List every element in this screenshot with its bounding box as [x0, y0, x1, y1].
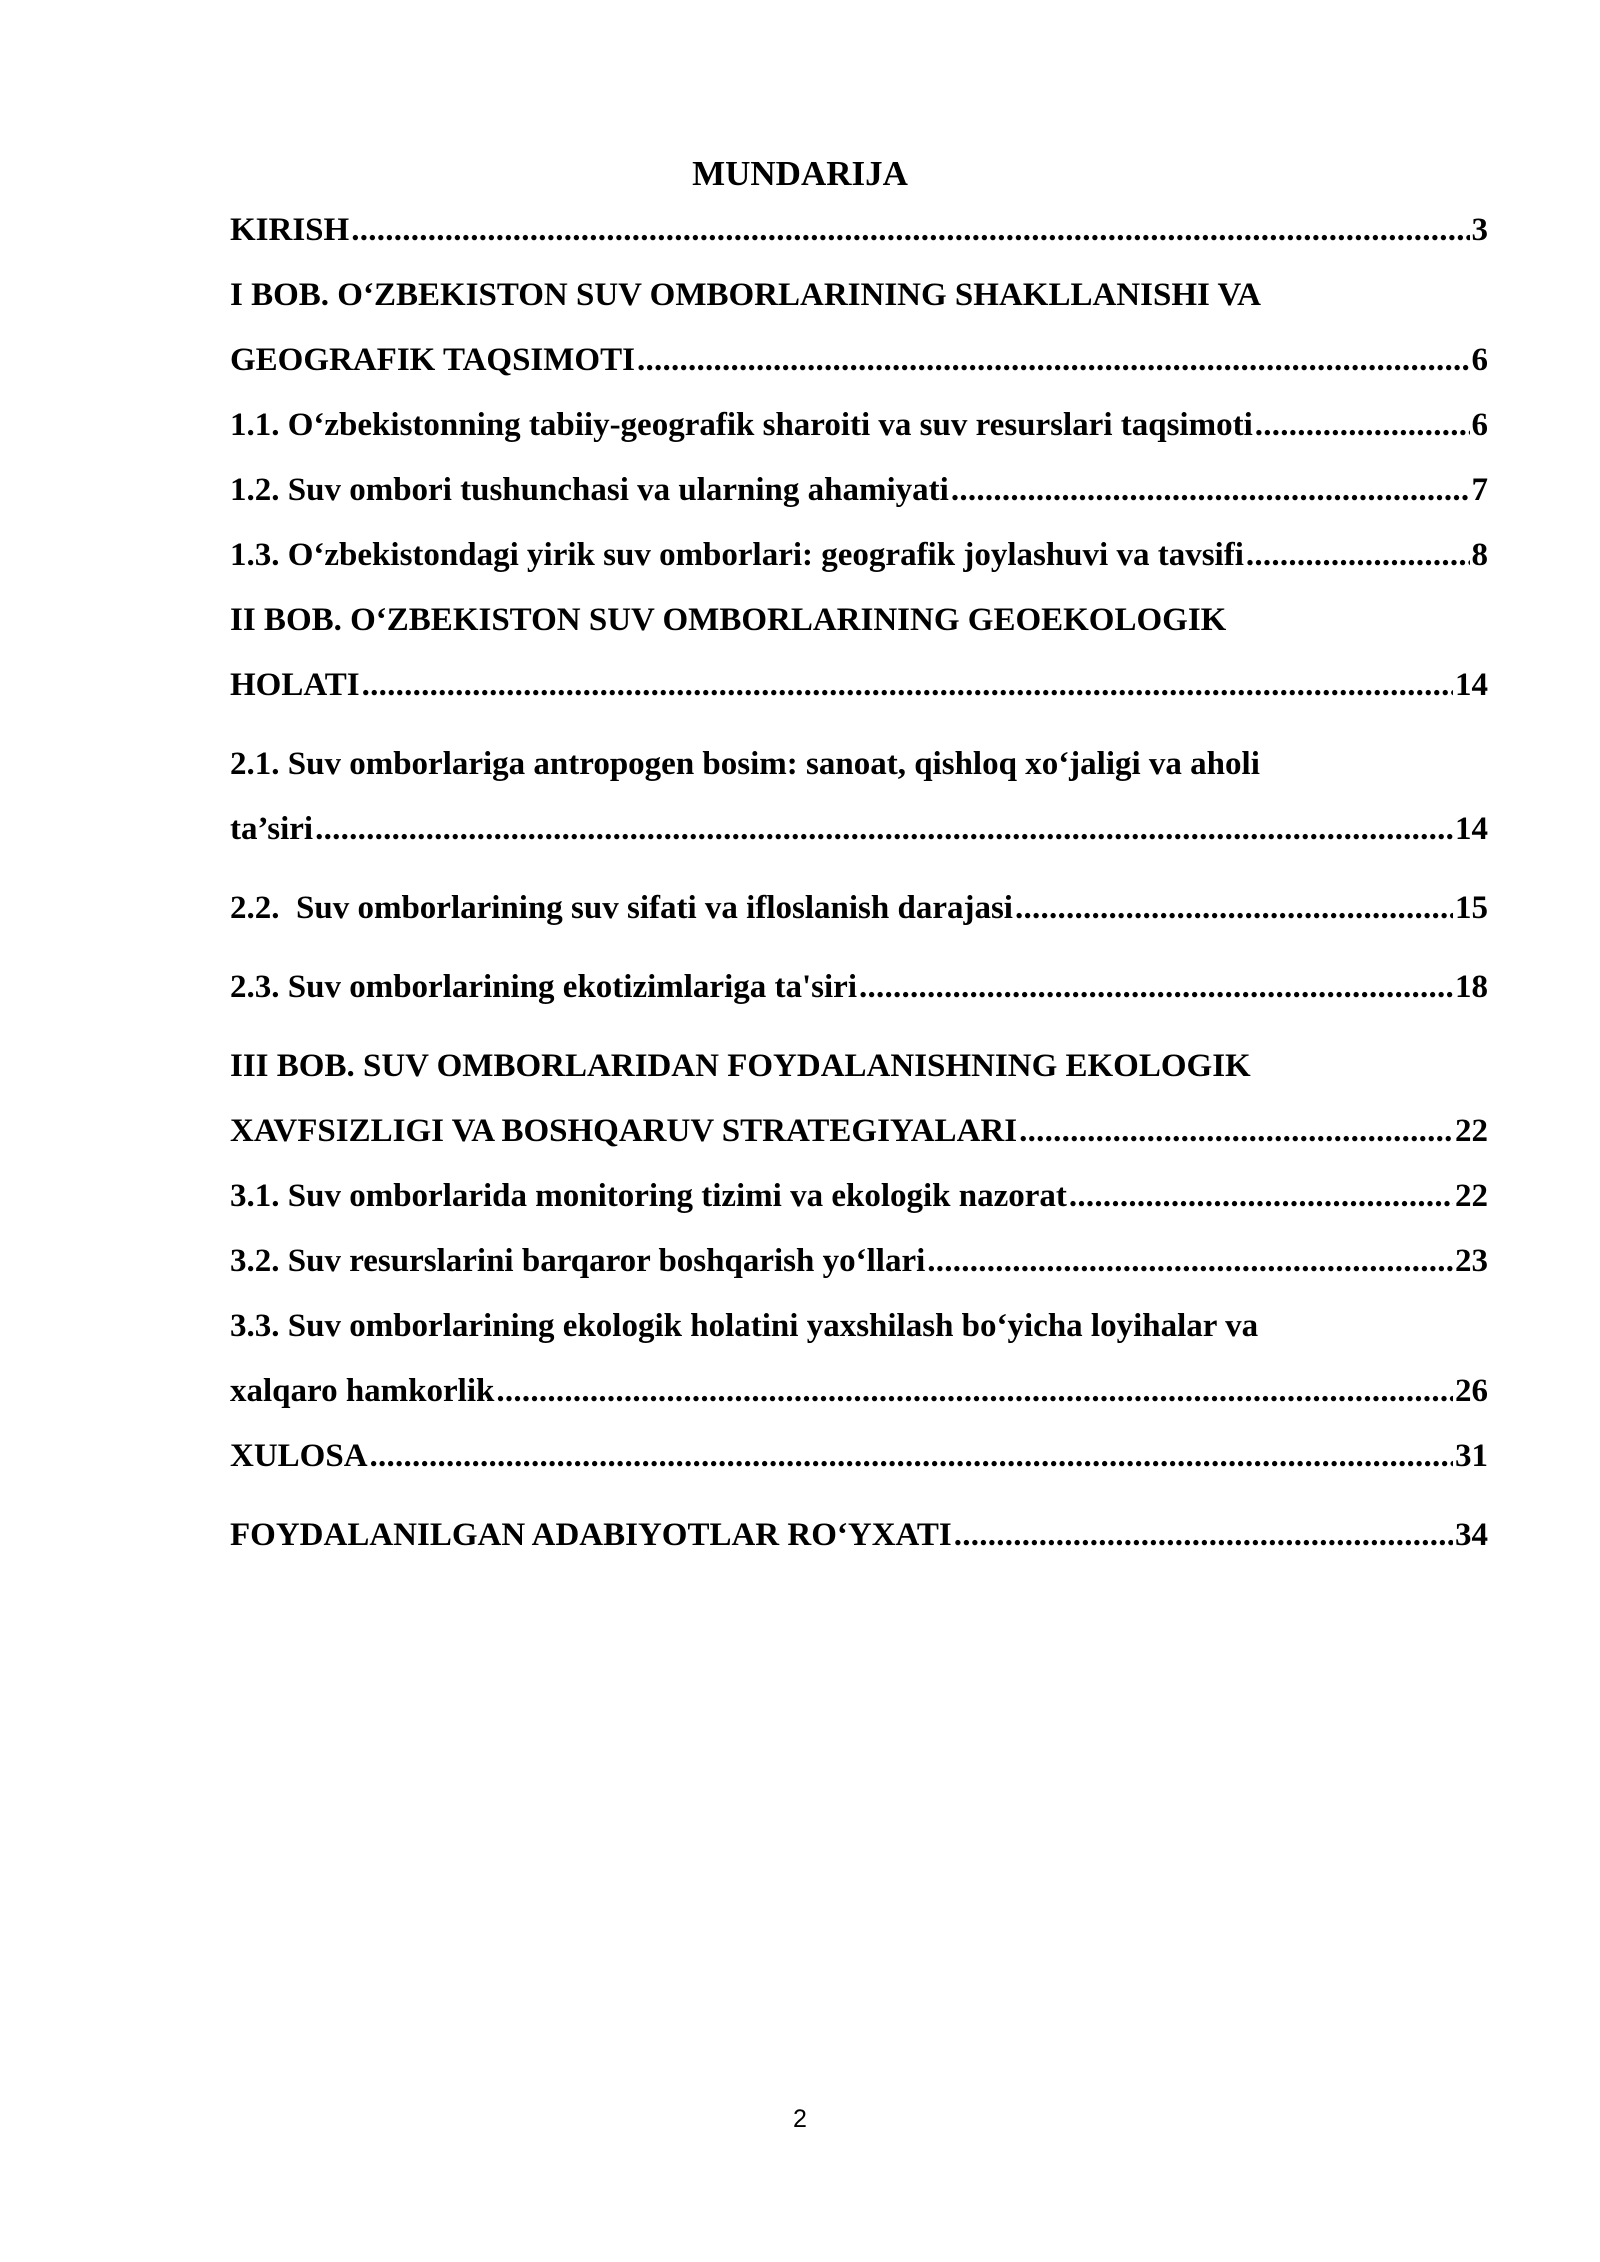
toc-entry-text: 1.2. Suv ombori tushunchasi va ularning ahamiyati [230, 472, 949, 508]
toc-entry-chapter-2[interactable] [230, 653, 1488, 718]
toc-entry-references[interactable] [230, 1503, 1488, 1568]
toc-entry-text: ta’siri [230, 811, 314, 847]
toc-entry-page: 15 [1455, 890, 1488, 926]
toc-entry-page: 22 [1455, 1178, 1488, 1214]
leader-dots [351, 198, 1469, 263]
toc-entry-page: 14 [1455, 811, 1488, 847]
table-of-contents [230, 198, 1488, 1568]
toc-entry-text: 1.1. O‘zbekistonning tabiiy-geografik sharoiti va suv resurslari taqsimoti [230, 407, 1253, 443]
toc-entry-chapter-1[interactable] [230, 328, 1488, 393]
leader-dots [1246, 523, 1470, 588]
toc-entry-2-2[interactable] [230, 876, 1488, 941]
leader-dots [1255, 393, 1470, 458]
leader-dots [370, 1424, 1453, 1489]
toc-entry-page: 6 [1471, 342, 1488, 378]
toc-entry-3-1[interactable] [230, 1164, 1488, 1229]
toc-entry-text: FOYDALANILGAN ADABIYOTLAR RO‘YXATI [230, 1517, 952, 1553]
toc-entry-2-1[interactable] [230, 797, 1488, 862]
toc-entry-2-3[interactable] [230, 955, 1488, 1020]
toc-entry-text: 3.1. Suv omborlarida monitoring tizimi va ekologik nazorat [230, 1178, 1067, 1214]
toc-entry-chapter-2-line1: II BOB. O‘ZBEKISTON SUV OMBORLARINING GEOEKOLOGIK [230, 602, 1227, 638]
toc-entry-page: 22 [1455, 1113, 1488, 1149]
toc-entry-1-3[interactable] [230, 523, 1488, 588]
toc-entry-xulosa[interactable] [230, 1424, 1488, 1489]
toc-entry-text: XULOSA [230, 1438, 368, 1474]
toc-entry-page: 8 [1471, 537, 1488, 573]
toc-entry-page: 34 [1455, 1517, 1488, 1553]
leader-dots [951, 458, 1470, 523]
leader-dots [954, 1503, 1453, 1568]
toc-entry-page: 18 [1455, 969, 1488, 1005]
toc-entry-text: 2.2. Suv omborlarining suv sifati va ifloslanish darajasi [230, 890, 1013, 926]
toc-entry-text: xalqaro hamkorlik [230, 1373, 495, 1409]
toc-entry-text: XAVFSIZLIGI VA BOSHQARUV STRATEGIYALARI [230, 1113, 1018, 1149]
toc-entry-3-3[interactable] [230, 1359, 1488, 1424]
leader-dots [927, 1229, 1453, 1294]
leader-dots [1069, 1164, 1453, 1229]
toc-entry-page: 26 [1455, 1373, 1488, 1409]
toc-entry-3-2[interactable] [230, 1229, 1488, 1294]
toc-entry-text: KIRISH [230, 212, 350, 248]
leader-dots [859, 955, 1453, 1020]
toc-entry-page: 7 [1471, 472, 1488, 508]
toc-entry-chapter-3-line1: III BOB. SUV OMBORLARIDAN FOYDALANISHNING EKOLOGIK [230, 1048, 1251, 1084]
toc-entry-text: 2.3. Suv omborlarining ekotizimlariga ta'siri [230, 969, 857, 1005]
page-number: 2 [793, 2105, 807, 2133]
leader-dots [315, 797, 1453, 862]
toc-entry-text: 3.2. Suv resurslarini barqaror boshqarish yo‘llari [230, 1243, 926, 1279]
toc-entry-text: HOLATI [230, 667, 360, 703]
toc-entry-page: 3 [1471, 212, 1488, 248]
toc-entry-1-1[interactable] [230, 393, 1488, 458]
toc-title: MUNDARIJA [692, 154, 908, 193]
toc-entry-page: 23 [1455, 1243, 1488, 1279]
leader-dots [1019, 1099, 1453, 1164]
toc-entry-chapter-1-line1: I BOB. O‘ZBEKISTON SUV OMBORLARINING SHAKLLANISHI VA [230, 277, 1261, 313]
toc-entry-page: 14 [1455, 667, 1488, 703]
leader-dots [362, 653, 1453, 718]
toc-entry-page: 31 [1455, 1438, 1488, 1474]
toc-entry-kirish[interactable] [230, 198, 1488, 263]
leader-dots [637, 328, 1470, 393]
toc-entry-text: 1.3. O‘zbekistondagi yirik suv omborlari: geografik joylashuvi va tavsifi [230, 537, 1244, 573]
toc-entry-3-3-line1: 3.3. Suv omborlarining ekologik holatini yaxshilash bo‘yicha loyihalar va [230, 1308, 1259, 1344]
leader-dots [1015, 876, 1453, 941]
toc-entry-chapter-3[interactable] [230, 1099, 1488, 1164]
toc-entry-2-1-line1: 2.1. Suv omborlariga antropogen bosim: sanoat, qishloq xo‘jaligi va aholi [230, 746, 1260, 782]
toc-entry-page: 6 [1471, 407, 1488, 443]
toc-entry-text: GEOGRAFIK TAQSIMOTI [230, 342, 635, 378]
toc-entry-1-2[interactable] [230, 458, 1488, 523]
leader-dots [496, 1359, 1453, 1424]
